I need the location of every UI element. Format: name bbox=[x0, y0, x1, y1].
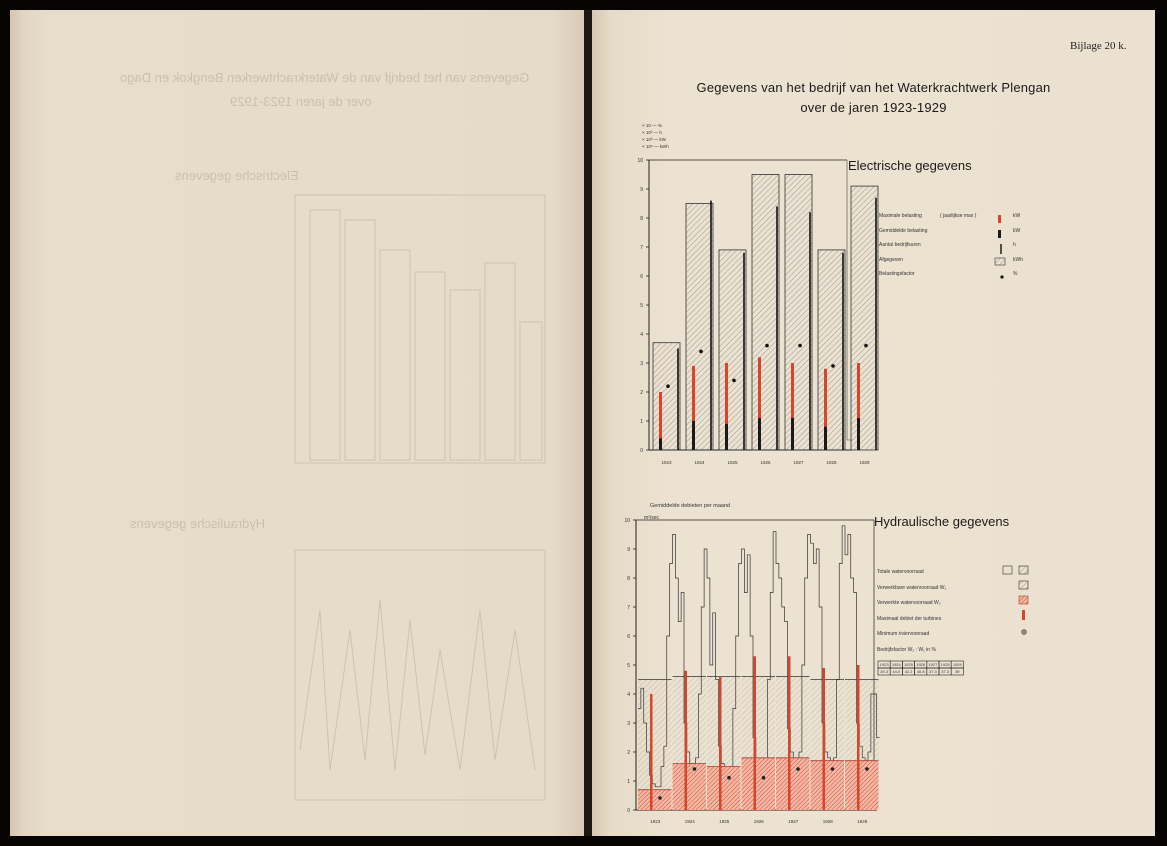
left-page-bleedthrough bbox=[10, 10, 584, 836]
electrical-y-tick-label: 6 bbox=[640, 274, 643, 280]
hydraulic-turbine-max-bar bbox=[650, 694, 653, 810]
electrical-load-factor-dot bbox=[732, 379, 736, 383]
hydraulic-legend-label: Bedrijfsfactor W₂ : W₁ in % bbox=[877, 646, 936, 653]
hydraulic-year-label: 1924 bbox=[684, 819, 695, 824]
electrical-y-tick-label: 3 bbox=[640, 361, 643, 367]
hydraulic-min-river-dot bbox=[831, 767, 835, 771]
electrical-legend-unit: h bbox=[1013, 242, 1016, 248]
legend-swatch-min-river-dot bbox=[1023, 631, 1025, 633]
hydraulic-legend-label: Maximaal debiet der turbines bbox=[877, 615, 942, 622]
electrical-load-factor-dot bbox=[765, 344, 769, 348]
legend-swatch-turbine bbox=[1022, 610, 1025, 620]
electrical-legend-unit: kWh bbox=[1013, 256, 1023, 263]
hydraulic-y-tick-label: 3 bbox=[627, 721, 630, 727]
hydraulic-min-river-dot bbox=[693, 767, 697, 771]
electrical-avg-load-bar bbox=[791, 418, 794, 450]
right-page bbox=[592, 10, 1155, 836]
electrical-kwh-bar bbox=[785, 175, 812, 451]
electrical-year-label: 1926 bbox=[760, 460, 771, 465]
factor-table-year: 1928 bbox=[940, 662, 950, 668]
factor-table-value: 37.3 bbox=[929, 669, 937, 675]
hydraulic-w2-area bbox=[673, 764, 707, 810]
electrical-kwh-bar bbox=[851, 186, 878, 450]
electrical-legend-unit: % bbox=[1013, 271, 1018, 277]
electrical-kwh-bar bbox=[686, 204, 713, 451]
hydraulic-min-river-dot bbox=[727, 776, 731, 780]
electrical-avg-load-bar bbox=[824, 427, 827, 450]
hydraulic-min-river-dot bbox=[658, 796, 662, 800]
legend-swatch-total-water bbox=[1003, 566, 1012, 574]
hydraulic-year-label: 1928 bbox=[822, 819, 833, 824]
legend-swatch-total-water-2 bbox=[1019, 566, 1028, 574]
appendix-label: Bijlage 20 k. bbox=[1070, 40, 1127, 52]
hydraulic-y-tick-label: 0 bbox=[627, 808, 630, 814]
electrical-y-tick-label: 2 bbox=[640, 390, 643, 396]
left-page-title-1: Gegevens van het bedrijf van de Waterkrachtwerken Bengkok en Dago bbox=[120, 70, 530, 85]
electrical-load-factor-dot bbox=[666, 384, 670, 388]
factor-table-year: 1927 bbox=[928, 662, 938, 668]
hydraulic-min-river-dot bbox=[796, 767, 800, 771]
factor-table-value: 29.3 bbox=[880, 669, 888, 675]
factor-table-year: 1926 bbox=[916, 662, 926, 668]
charts-canvas bbox=[592, 10, 1155, 836]
electrical-kwh-bar bbox=[653, 343, 680, 450]
electrical-y-tick-label: 8 bbox=[640, 216, 643, 222]
electrical-y-tick-label: 4 bbox=[640, 332, 643, 338]
electrical-legend-label: Belastingsfactor bbox=[879, 271, 915, 277]
hydraulic-w2-area bbox=[845, 761, 879, 810]
electrical-avg-load-bar bbox=[692, 421, 695, 450]
hydraulic-chart-title: Gemiddelde debieten per maand bbox=[650, 503, 731, 509]
hydraulic-y-tick-label: 4 bbox=[627, 692, 630, 698]
factor-table-value: 42.2 bbox=[904, 669, 913, 675]
electrical-scale-note: × 10³ — kW bbox=[642, 137, 666, 142]
electrical-load-factor-dot bbox=[831, 364, 835, 368]
electrical-y-tick-label: 10 bbox=[637, 158, 643, 164]
hydraulic-w2-area bbox=[742, 758, 776, 810]
electrical-scale-note: × 10⁶ — kWh bbox=[642, 144, 669, 149]
hydraulic-min-river-dot bbox=[865, 767, 869, 771]
hydraulic-w2-area bbox=[776, 758, 810, 810]
hydraulic-y-tick-label: 6 bbox=[627, 634, 630, 640]
electrical-avg-load-bar bbox=[758, 418, 761, 450]
legend-swatch-w1 bbox=[1019, 581, 1028, 589]
hydraulic-year-label: 1926 bbox=[753, 819, 764, 824]
factor-table-value: 39 bbox=[955, 669, 960, 675]
book-spine bbox=[584, 10, 592, 836]
legend-swatch-avg-load bbox=[998, 230, 1001, 238]
hydraulic-y-tick-label: 9 bbox=[627, 547, 630, 553]
hydraulic-y-tick-label: 7 bbox=[627, 605, 630, 611]
electrical-legend-note: ( jaarlijkse max ) bbox=[940, 213, 977, 219]
hydraulic-w2-area bbox=[638, 790, 672, 810]
electrical-load-factor-dot bbox=[699, 350, 703, 354]
electrical-y-tick-label: 7 bbox=[640, 245, 643, 251]
hydraulic-turbine-max-bar bbox=[857, 665, 860, 810]
hydraulic-turbine-max-bar bbox=[823, 668, 826, 810]
factor-table-value: 44.0 bbox=[892, 669, 901, 675]
electrical-y-tick-label: 1 bbox=[640, 419, 643, 425]
electrical-legend-label: Aantal bedrijfsuren bbox=[879, 242, 921, 248]
factor-table-value: 40.8 bbox=[916, 669, 925, 675]
hydraulic-legend-label: Minimum riviervoorraad bbox=[877, 631, 930, 637]
hydraulic-year-label: 1925 bbox=[719, 819, 730, 824]
hydraulic-year-label: 1929 bbox=[857, 819, 868, 824]
hydraulic-turbine-max-bar bbox=[788, 656, 791, 810]
hydraulic-year-label: 1927 bbox=[788, 819, 799, 824]
electrical-avg-load-bar bbox=[725, 424, 728, 450]
electrical-kwh-bar bbox=[818, 250, 845, 450]
electrical-year-label: 1925 bbox=[727, 460, 738, 465]
hydraulic-legend-label: Verwerkte watervoorraad W₂ bbox=[877, 600, 941, 606]
electrical-y-tick-label: 9 bbox=[640, 187, 643, 193]
left-page-heading-electrical: Electrische gegevens bbox=[175, 168, 299, 183]
electrical-avg-load-bar bbox=[659, 438, 662, 450]
hydraulic-year-label: 1923 bbox=[650, 819, 661, 824]
left-page-heading-hydraulic: Hydraulische gegevens bbox=[130, 516, 266, 531]
hydraulic-y-unit: m³/sec bbox=[644, 515, 659, 521]
factor-table-year: 1924 bbox=[891, 662, 901, 668]
factor-table-year: 1923 bbox=[879, 662, 889, 668]
electrical-load-factor-dot bbox=[864, 344, 868, 348]
electrical-legend-unit: kW bbox=[1013, 227, 1021, 234]
factor-table-year: 1929 bbox=[952, 662, 962, 668]
hydraulic-turbine-max-bar bbox=[754, 656, 757, 810]
hydraulic-y-tick-label: 1 bbox=[627, 779, 630, 785]
left-page bbox=[10, 10, 584, 836]
electrical-year-label: 1923 bbox=[661, 460, 672, 465]
hydraulic-y-tick-label: 5 bbox=[627, 663, 630, 669]
factor-table-year: 1925 bbox=[904, 662, 913, 668]
legend-swatch-load-factor bbox=[1000, 275, 1003, 278]
hydraulic-w2-area bbox=[811, 761, 845, 810]
page-title-line-2: over de jaren 1923-1929 bbox=[800, 100, 947, 115]
hydraulic-turbine-max-bar bbox=[685, 671, 688, 810]
page-title-line-1: Gegevens van het bedrijf van het Waterkrachtwerk Plengan bbox=[696, 80, 1051, 95]
electrical-year-label: 1929 bbox=[859, 460, 870, 465]
electrical-y-tick-label: 0 bbox=[640, 448, 643, 454]
hydraulic-turbine-max-bar bbox=[719, 677, 722, 810]
electrical-scale-note: × 10 — % bbox=[642, 123, 662, 128]
legend-swatch-kwh bbox=[995, 258, 1005, 265]
electrical-legend-label: Gemiddelde belasting bbox=[879, 227, 928, 234]
hydraulic-min-river-dot bbox=[762, 776, 766, 780]
hydraulic-y-tick-label: 2 bbox=[627, 750, 630, 756]
hydraulic-heading: Hydraulische gegevens bbox=[874, 514, 1010, 529]
electrical-legend-unit: kW bbox=[1013, 213, 1021, 219]
electrical-kwh-bar bbox=[752, 175, 779, 451]
electrical-year-label: 1928 bbox=[826, 460, 837, 465]
factor-table-value: 37.3 bbox=[941, 669, 949, 675]
electrical-year-label: 1924 bbox=[694, 460, 705, 465]
electrical-kwh-bar bbox=[719, 250, 746, 450]
left-page-title-2: over de jaren 1923-1929 bbox=[230, 94, 372, 109]
hydraulic-w2-area bbox=[707, 767, 741, 811]
electrical-legend-label: Maximale belasting bbox=[879, 213, 922, 219]
electrical-year-label: 1927 bbox=[793, 460, 804, 465]
electrical-y-tick-label: 5 bbox=[640, 303, 643, 309]
hydraulic-legend-label: Totale watervoorraad bbox=[877, 569, 924, 575]
electrical-heading: Electrische gegevens bbox=[848, 158, 972, 173]
hydraulic-y-tick-label: 10 bbox=[624, 518, 630, 524]
electrical-avg-load-bar bbox=[857, 418, 860, 450]
hydraulic-legend-label: Verwerkbare watervoorraad W₁ bbox=[877, 584, 947, 591]
electrical-legend-label: Afgegeven bbox=[879, 256, 903, 263]
electrical-scale-note: × 10³ — h bbox=[642, 130, 662, 135]
legend-swatch-max-load bbox=[998, 215, 1001, 223]
legend-swatch-w2 bbox=[1019, 596, 1028, 604]
electrical-load-factor-dot bbox=[798, 344, 802, 348]
hydraulic-y-tick-label: 8 bbox=[627, 576, 630, 582]
